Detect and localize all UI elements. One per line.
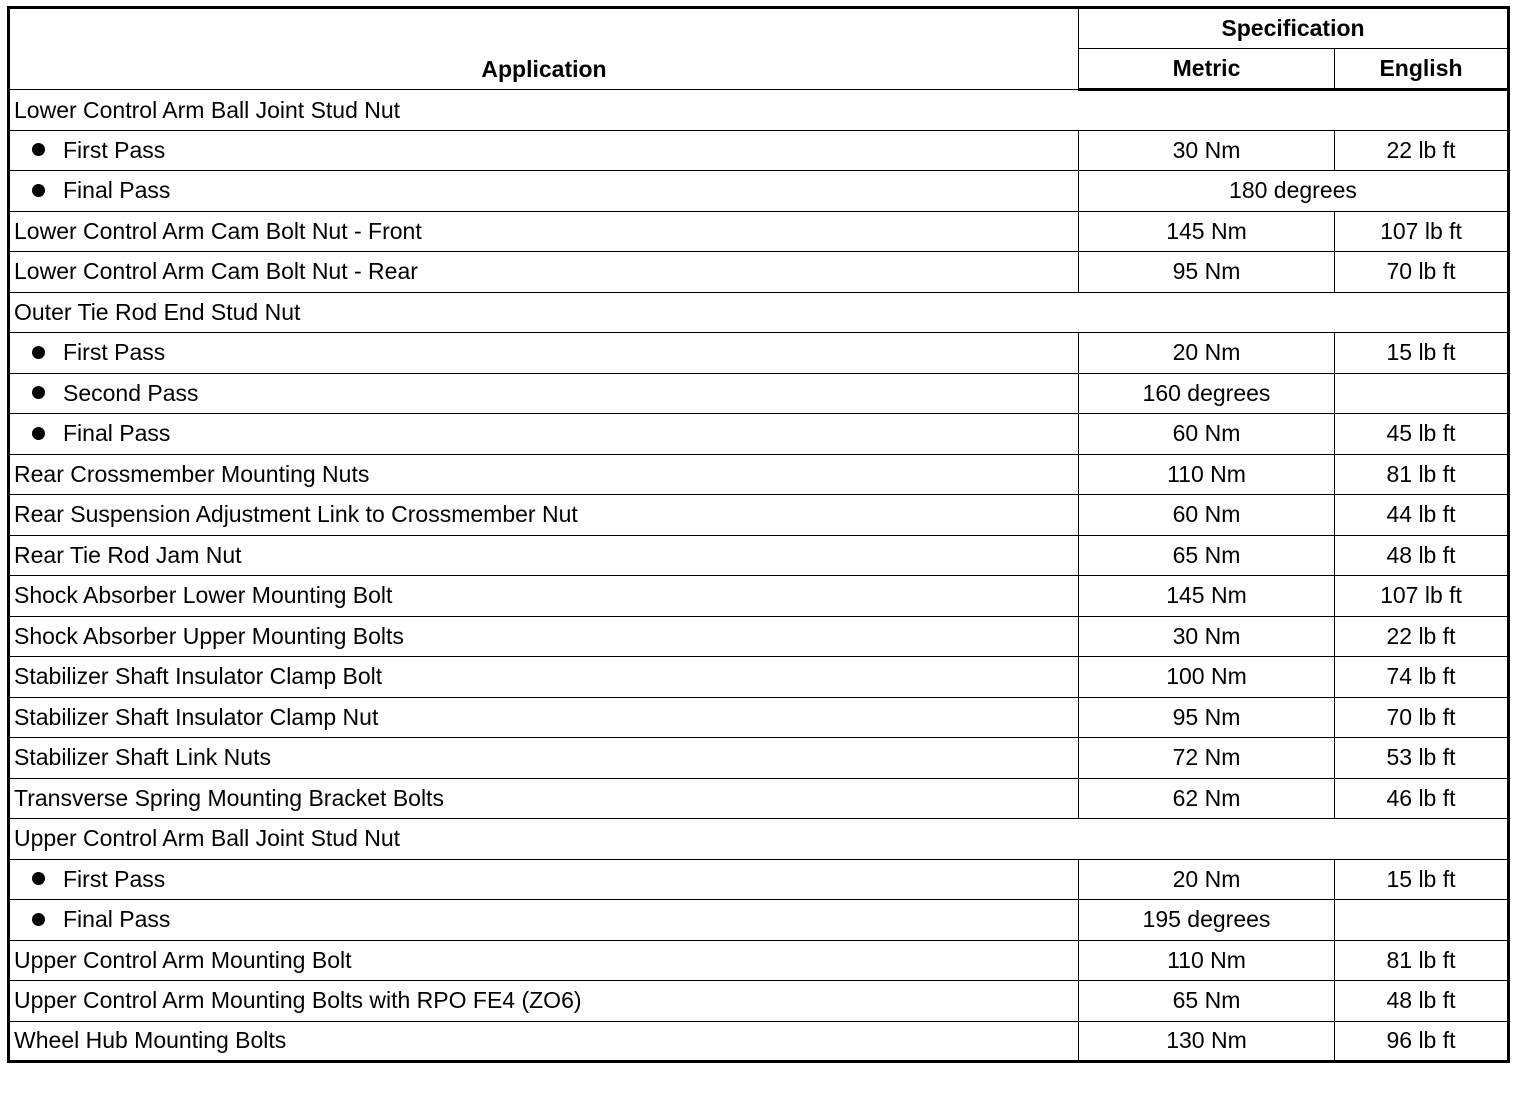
table-row	[9, 981, 1509, 1022]
table-row	[9, 738, 1509, 779]
table-row	[9, 130, 1509, 171]
bullet-icon	[32, 346, 45, 359]
bullet-icon	[32, 386, 45, 399]
application-cell	[9, 495, 1079, 536]
english-cell	[1335, 900, 1509, 941]
english-header: English	[1335, 49, 1509, 90]
application-cell	[9, 535, 1079, 576]
table-row	[9, 697, 1509, 738]
combined-spec-cell: 180 degrees	[1079, 171, 1509, 212]
application-label: Shock Absorber Lower Mounting Bolt	[14, 582, 393, 609]
bullet-icon	[32, 184, 45, 197]
english-cell: 15 lb ft	[1335, 333, 1509, 374]
application-cell	[9, 657, 1079, 698]
metric-cell: 110 Nm	[1079, 454, 1335, 495]
table-row	[9, 1021, 1509, 1062]
metric-cell: 60 Nm	[1079, 414, 1335, 455]
application-label: Transverse Spring Mounting Bracket Bolts	[14, 784, 444, 811]
bullet-icon	[32, 913, 45, 926]
metric-cell: 72 Nm	[1079, 738, 1335, 779]
table-row	[9, 373, 1509, 414]
metric-cell: 62 Nm	[1079, 778, 1335, 819]
table-row	[9, 940, 1509, 981]
application-cell	[9, 778, 1079, 819]
table-row	[9, 90, 1509, 131]
application-cell	[9, 252, 1079, 293]
application-label: Stabilizer Shaft Insulator Clamp Bolt	[14, 663, 383, 690]
metric-cell: 95 Nm	[1079, 252, 1335, 293]
english-cell: 15 lb ft	[1335, 859, 1509, 900]
application-label: Final Pass	[63, 906, 171, 933]
application-label: First Pass	[63, 136, 166, 163]
english-cell: 48 lb ft	[1335, 981, 1509, 1022]
application-cell	[9, 90, 1509, 131]
application-cell	[9, 454, 1079, 495]
english-cell: 70 lb ft	[1335, 252, 1509, 293]
bullet-icon	[32, 427, 45, 440]
english-cell: 81 lb ft	[1335, 454, 1509, 495]
table-row	[9, 495, 1509, 536]
application-label: Wheel Hub Mounting Bolts	[14, 1027, 287, 1054]
application-cell	[9, 292, 1509, 333]
application-label: Final Pass	[63, 420, 171, 447]
english-cell	[1335, 373, 1509, 414]
metric-cell: 145 Nm	[1079, 576, 1335, 617]
table-row	[9, 900, 1509, 941]
application-cell	[9, 697, 1079, 738]
table-row	[9, 292, 1509, 333]
application-cell	[9, 333, 1079, 374]
table-header	[9, 8, 1509, 90]
table-row	[9, 454, 1509, 495]
application-label: Final Pass	[63, 177, 171, 204]
english-cell: 46 lb ft	[1335, 778, 1509, 819]
application-label: Rear Crossmember Mounting Nuts	[14, 460, 370, 487]
header-row-top	[9, 8, 1509, 49]
metric-cell: 110 Nm	[1079, 940, 1335, 981]
torque-spec-table	[7, 6, 1510, 1063]
application-header: Application	[9, 8, 1079, 90]
application-label: Stabilizer Shaft Insulator Clamp Nut	[14, 703, 379, 730]
table-row	[9, 576, 1509, 617]
english-cell: 81 lb ft	[1335, 940, 1509, 981]
application-label: Lower Control Arm Cam Bolt Nut - Front	[14, 217, 422, 244]
table-body	[9, 90, 1509, 1062]
metric-cell: 130 Nm	[1079, 1021, 1335, 1062]
english-cell: 44 lb ft	[1335, 495, 1509, 536]
table-row	[9, 252, 1509, 293]
application-label: Rear Tie Rod Jam Nut	[14, 541, 242, 568]
application-label: Outer Tie Rod End Stud Nut	[14, 298, 301, 325]
metric-cell: 60 Nm	[1079, 495, 1335, 536]
bullet-icon	[32, 872, 45, 885]
english-cell: 48 lb ft	[1335, 535, 1509, 576]
metric-cell: 145 Nm	[1079, 211, 1335, 252]
metric-cell: 195 degrees	[1079, 900, 1335, 941]
metric-cell: 160 degrees	[1079, 373, 1335, 414]
application-label: Upper Control Arm Ball Joint Stud Nut	[14, 825, 401, 852]
application-label: Lower Control Arm Ball Joint Stud Nut	[14, 96, 401, 123]
application-cell	[9, 576, 1079, 617]
application-cell	[9, 738, 1079, 779]
application-label: Lower Control Arm Cam Bolt Nut - Rear	[14, 258, 418, 285]
english-cell: 107 lb ft	[1335, 211, 1509, 252]
english-cell: 96 lb ft	[1335, 1021, 1509, 1062]
application-label: Upper Control Arm Mounting Bolt	[14, 946, 352, 973]
application-cell	[9, 211, 1079, 252]
english-cell: 53 lb ft	[1335, 738, 1509, 779]
application-cell	[9, 130, 1079, 171]
metric-header: Metric	[1079, 49, 1335, 90]
application-cell	[9, 819, 1509, 860]
application-label: Upper Control Arm Mounting Bolts with RPO FE4 (ZO6)	[14, 987, 582, 1014]
application-label: First Pass	[63, 339, 166, 366]
table-row	[9, 778, 1509, 819]
application-cell	[9, 981, 1079, 1022]
english-cell: 45 lb ft	[1335, 414, 1509, 455]
english-cell: 22 lb ft	[1335, 130, 1509, 171]
application-label: Stabilizer Shaft Link Nuts	[14, 744, 271, 771]
application-cell	[9, 940, 1079, 981]
table-row	[9, 211, 1509, 252]
table-row	[9, 333, 1509, 374]
application-label: Rear Suspension Adjustment Link to Crossmember Nut	[14, 501, 578, 528]
table-row	[9, 819, 1509, 860]
application-label: First Pass	[63, 865, 166, 892]
english-cell: 74 lb ft	[1335, 657, 1509, 698]
metric-cell: 100 Nm	[1079, 657, 1335, 698]
application-cell	[9, 373, 1079, 414]
table-row	[9, 414, 1509, 455]
metric-cell: 30 Nm	[1079, 130, 1335, 171]
table-row	[9, 859, 1509, 900]
application-cell	[9, 414, 1079, 455]
metric-cell: 20 Nm	[1079, 333, 1335, 374]
metric-cell: 65 Nm	[1079, 535, 1335, 576]
table-row	[9, 535, 1509, 576]
application-cell	[9, 859, 1079, 900]
application-cell	[9, 616, 1079, 657]
application-cell	[9, 1021, 1079, 1062]
application-cell	[9, 171, 1079, 212]
english-cell: 107 lb ft	[1335, 576, 1509, 617]
application-label: Shock Absorber Upper Mounting Bolts	[14, 622, 404, 649]
english-cell: 70 lb ft	[1335, 697, 1509, 738]
bullet-icon	[32, 143, 45, 156]
application-cell	[9, 900, 1079, 941]
table-row	[9, 657, 1509, 698]
table-row	[9, 616, 1509, 657]
table-row	[9, 171, 1509, 212]
metric-cell: 65 Nm	[1079, 981, 1335, 1022]
metric-cell: 95 Nm	[1079, 697, 1335, 738]
english-cell: 22 lb ft	[1335, 616, 1509, 657]
application-label: Second Pass	[63, 379, 199, 406]
metric-cell: 30 Nm	[1079, 616, 1335, 657]
metric-cell: 20 Nm	[1079, 859, 1335, 900]
specification-header: Specification	[1079, 8, 1509, 49]
